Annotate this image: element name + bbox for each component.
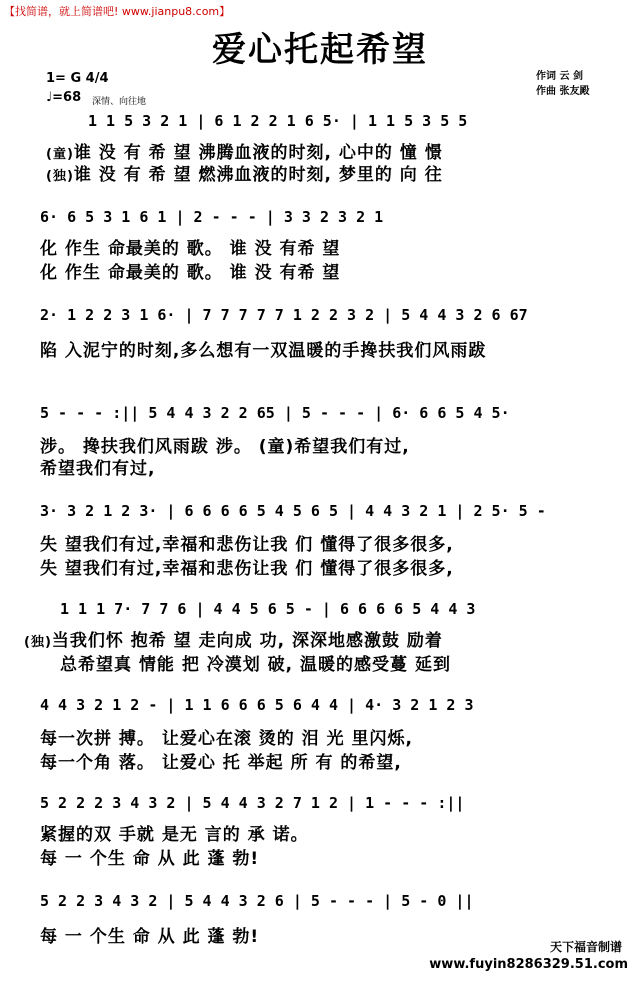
lyric-line: 每 一 个生 命 从 此 蓬 勃! <box>40 927 260 947</box>
lyric-line: 希望我们有过, <box>40 459 156 479</box>
notation-line: 6· 6 5 3 1 6 1 | 2 - - - | 3 3 2 3 2 1 <box>40 208 384 226</box>
notation-line: 5 - - - :|| 5 4 4 3 2 2 65 | 5 - - - | 6· 6 6 5 4 5· <box>40 404 510 422</box>
lyric-line: 涉。 搀扶我们风雨跋 涉。 (童)希望我们有过, <box>40 437 410 457</box>
part-label: (童) <box>46 147 74 162</box>
notation-line: 1 1 1 7· 7 7 6 | 4 4 5 6 5 - | 6 6 6 6 5 4 4 3 <box>60 600 476 618</box>
notation-line: 5 2 2 3 4 3 2 | 5 4 4 3 2 6 | 5 - - - | 5 - 0 || <box>40 892 474 910</box>
lyric-line: 每一个角 落。 让爱心 托 举起 所 有 的希望, <box>40 753 402 773</box>
notation-line: 1 1 5 3 2 1 | 6 1 2 2 1 6 5· | 1 1 5 3 5 5 <box>88 112 468 130</box>
lyric-text: 谁 没 有 希 望 燃沸血液的时刻, 梦里的 向 往 <box>73 165 443 185</box>
lyric-text: 谁 没 有 希 望 沸腾血液的时刻, 心中的 憧 憬 <box>73 143 443 163</box>
lyric-line <box>24 626 443 651</box>
lyric-line: 化 作生 命最美的 歌。 谁 没 有希 望 <box>40 239 341 259</box>
site-banner[interactable]: 【找简谱，就上简谱吧! www.jianpu8.com】 <box>4 5 231 18</box>
score-system-2 <box>0 208 640 308</box>
composer-credit: 作曲 张友殿 <box>536 86 590 97</box>
lyric-line: 紧握的双 手就 是无 言的 承 诺。 <box>40 825 309 845</box>
expression-mark: 深情、向往地 <box>92 97 147 107</box>
score-system-6 <box>0 600 640 700</box>
publisher-url[interactable]: www.fuyin8286329.51.com <box>429 957 628 972</box>
score-system-4 <box>0 404 640 504</box>
lyricist-credit: 作词 云 剑 <box>536 71 583 82</box>
key-signature: 1= G 4/4 <box>46 71 109 86</box>
lyric-line: 化 作生 命最美的 歌。 谁 没 有希 望 <box>40 263 341 283</box>
publisher-brand: 天下福音制谱 <box>549 940 622 954</box>
lyric-line <box>46 160 443 185</box>
score-system-8 <box>0 794 640 894</box>
notation-line: 5 2 2 2 3 4 3 2 | 5 4 4 3 2 7 1 2 | 1 - - - :|| <box>40 794 465 812</box>
notation-line: 3· 3 2 1 2 3· | 6 6 6 6 5 4 5 6 5 | 4 4 3 2 1 | 2 5· 5 - <box>40 502 546 520</box>
lyric-line: 失 望我们有过,幸福和悲伤让我 们 懂得了很多很多, <box>40 559 454 579</box>
part-label: (独) <box>46 169 74 184</box>
lyric-line: 失 望我们有过,幸福和悲伤让我 们 懂得了很多很多, <box>40 535 454 555</box>
lyric-line: 每一次拼 搏。 让爱心在滚 烫的 泪 光 里闪烁, <box>40 729 413 749</box>
lyric-line: 陷 入泥宁的时刻,多么想有一双温暖的手搀扶我们风雨跋 <box>40 341 487 361</box>
score-system-9 <box>0 892 640 992</box>
notation-line: 4 4 3 2 1 2 - | 1 1 6 6 6 5 6 4 4 | 4· 3 2 1 2 3 <box>40 696 474 714</box>
score-system-7 <box>0 696 640 796</box>
lyric-line: 每 一 个生 命 从 此 蓬 勃! <box>40 849 260 869</box>
score-system-1 <box>0 112 640 212</box>
part-label: (独) <box>24 635 52 650</box>
score-system-3 <box>0 306 640 406</box>
score-system-5 <box>0 502 640 602</box>
lyric-line: 总希望真 情能 把 冷漠划 破, 温暖的感受蔓 延到 <box>60 655 451 675</box>
song-title: 爱心托起希望 <box>212 30 428 70</box>
lyric-text: 当我们怀 抱希 望 走向成 功, 深深地感激鼓 励着 <box>51 631 443 651</box>
notation-line: 2· 1 2 2 3 1 6· | 7 7 7 7 7 1 2 2 3 2 | 5 4 4 3 2 6 67 <box>40 306 528 324</box>
tempo-marking: ♩=68 <box>46 90 82 105</box>
